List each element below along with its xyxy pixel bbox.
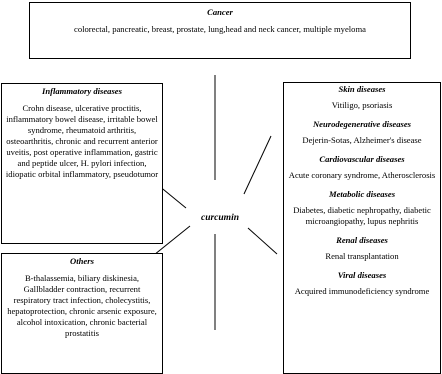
renal-heading: Renal diseases [336,235,388,245]
metabolic-section [284,189,440,227]
cancer-box [29,2,411,59]
metabolic-heading: Metabolic diseases [328,189,396,199]
cardio-heading: Cardiovascular diseases [319,154,405,164]
neuro-text: Dejerin-Sotas, Alzheimer's disease [302,135,422,145]
inflammatory-heading: Inflammatory diseases [42,86,122,96]
cardio-section [284,154,440,181]
others-heading: Others [70,256,94,266]
renal-section [284,235,440,262]
skin-text: Vitiligo, psoriasis [331,100,393,110]
neuro-section [284,119,440,146]
viral-heading: Viral diseases [337,270,387,280]
renal-text: Renal transplantation [325,251,399,261]
viral-text: Acquired immunodeficiency syndrome [294,286,430,296]
connector-right-lower [248,228,277,254]
inflammatory-box [1,83,163,244]
curcumin-label: curcumin [190,212,250,224]
inflammatory-text: Crohn disease, ulcerative proctitis, inflammatory bowel disease, irritable bowel syndrome, rheumatoid arthritis, osteoarthritis, chronic and recurrent anterior uveitis, post operative inflammation, gastric and peptide ulcer, H. pylori infection, idiopatic orbital inflammatory, pseudotumor [5,103,159,179]
others-box [1,253,163,374]
viral-section [284,270,440,297]
disease-categories-box [283,82,441,374]
skin-heading: Skin diseases [338,84,386,94]
metabolic-text: Diabetes, diabetic nephropathy, diabetic microangiopathy, lupus nephritis [293,205,431,226]
others-text: B-thalassemia, biliary diskinesia, Gallbladder contraction, recurrent respiratory tract infection, cholecystitis, hepatoprotection, chronic arsenic exposure, alcohol intoxication, chronic bacterial prostatitis [7,273,157,338]
neuro-heading: Neurodegenerative diseases [312,119,412,129]
cancer-heading: Cancer [207,7,233,17]
connector-right-upper [244,136,271,194]
cardio-text: Acute coronary syndrome, Atherosclerosis [288,170,436,180]
cancer-text: colorectal, pancreatic, breast, prostate, lung,head and neck cancer, multiple myeloma [74,24,366,34]
skin-section [284,84,440,111]
